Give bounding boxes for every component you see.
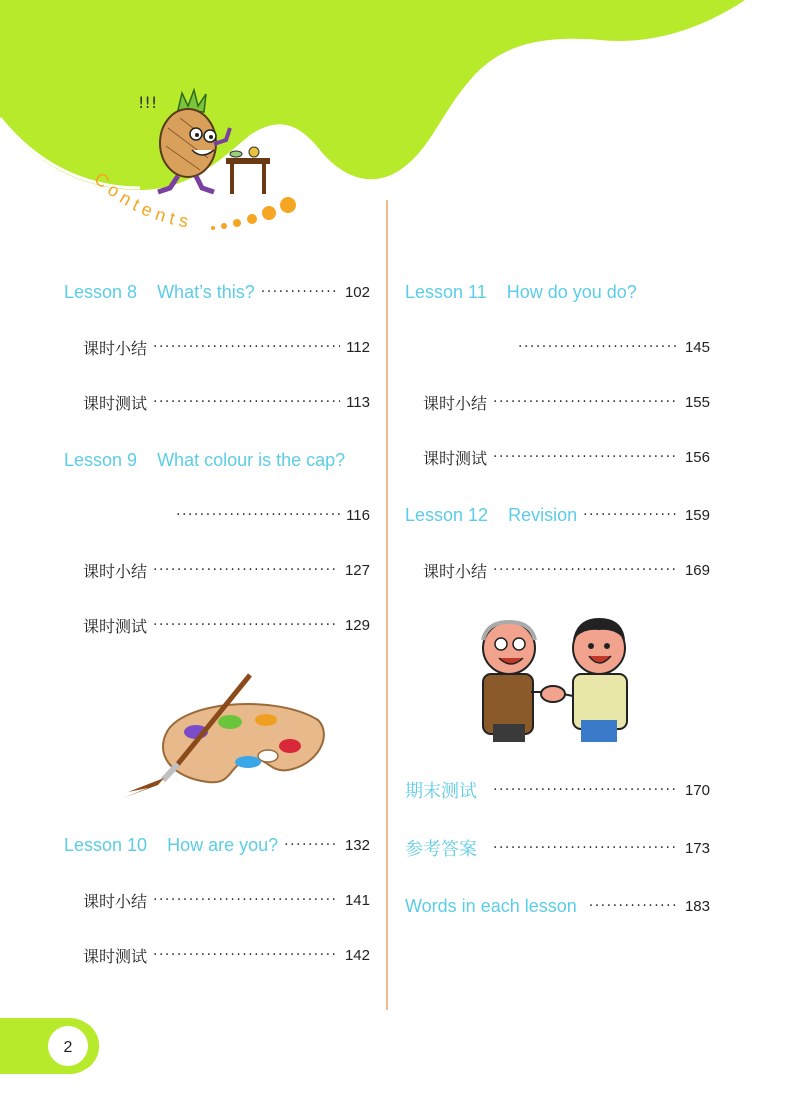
toc-entry-lesson-8[interactable] — [64, 277, 370, 307]
page-number: 183 — [684, 897, 710, 915]
dot-leader — [493, 840, 679, 856]
toc-entry-test[interactable] — [83, 610, 370, 640]
page-number: 173 — [684, 839, 710, 857]
page-number: 116 — [346, 506, 370, 524]
toc-entry-lesson-11[interactable] — [405, 277, 715, 307]
sub-label: 课时小结 — [423, 561, 488, 581]
lesson-label: Lesson 12 Revision — [405, 504, 578, 525]
dot-leader — [261, 284, 339, 300]
lesson-label: Lesson 9 What colour is the cap? — [64, 449, 346, 470]
page-number: 132 — [344, 836, 370, 854]
dot-leader — [493, 394, 679, 410]
dot-leader — [493, 449, 679, 465]
page-number: 127 — [344, 561, 370, 579]
page-number: 113 — [346, 393, 370, 411]
sub-label: 课时小结 — [83, 338, 148, 358]
page-number: 102 — [344, 283, 370, 301]
page-number: 142 — [344, 946, 370, 964]
dot-leader — [153, 394, 340, 410]
paint-palette-illustration — [118, 670, 328, 800]
column-divider — [386, 200, 388, 1010]
toc-entry-lesson-12[interactable] — [405, 500, 710, 530]
sub-label: 课时测试 — [83, 393, 148, 413]
toc-entry-test[interactable] — [423, 442, 710, 472]
dot-leader — [493, 782, 679, 798]
page-number: 155 — [684, 393, 710, 411]
section-label: 参考答案 — [405, 839, 477, 860]
page-number: 129 — [344, 616, 370, 634]
page-number: 141 — [344, 891, 370, 909]
sub-label: 课时小结 — [83, 561, 148, 581]
toc-entry-summary[interactable] — [83, 555, 370, 585]
section-label: Words in each lesson — [405, 895, 577, 916]
svg-text:!!!: !!! — [138, 93, 158, 112]
dot-leader — [518, 339, 679, 355]
dot-leader — [153, 562, 339, 578]
toc-entry-lesson-10[interactable] — [64, 830, 370, 860]
contents-title — [88, 170, 328, 240]
toc-entry-summary[interactable] — [423, 387, 710, 417]
sub-label: 课时小结 — [83, 891, 148, 911]
svg-text:Contents — [90, 170, 195, 232]
dot-leader — [153, 339, 340, 355]
lesson-label: Lesson 11 How do you do? — [405, 281, 637, 302]
page-number: 169 — [684, 561, 710, 579]
toc-entry-summary[interactable] — [83, 332, 370, 362]
toc-entry-words[interactable] — [405, 891, 710, 921]
page-number: 156 — [684, 448, 710, 466]
contents-label: Contents — [90, 170, 195, 233]
dot-leader — [153, 892, 339, 908]
footer-page-number: 2 — [63, 1039, 73, 1056]
lesson-label: Lesson 8 What’s this? — [64, 281, 255, 302]
toc-entry-test[interactable] — [83, 387, 370, 417]
sub-label: 课时测试 — [423, 448, 488, 468]
toc-entry-test[interactable] — [83, 940, 370, 970]
toc-entry-lesson-9[interactable] — [64, 445, 394, 475]
toc-entry-summary[interactable] — [83, 885, 370, 915]
handshake-illustration — [465, 612, 640, 744]
toc-entry-final-test[interactable] — [405, 775, 710, 805]
page-number: 112 — [346, 338, 370, 356]
sub-label: 课时测试 — [83, 616, 148, 636]
page-number-badge — [0, 1016, 110, 1076]
toc-entry-summary[interactable] — [423, 555, 710, 585]
page-number: 170 — [684, 781, 710, 799]
toc-entry-continuation[interactable] — [170, 500, 370, 530]
sub-label: 课时小结 — [423, 393, 488, 413]
page-number: 159 — [684, 506, 710, 524]
lesson-label: Lesson 10 How are you? — [64, 834, 279, 855]
dot-leader — [583, 507, 679, 523]
dot-leader — [589, 898, 679, 914]
toc-entry-continuation[interactable] — [512, 332, 710, 362]
dot-leader — [176, 507, 340, 523]
sub-label: 课时测试 — [83, 946, 148, 966]
dot-leader — [284, 837, 339, 853]
section-label: 期末测试 — [405, 781, 477, 802]
page-number: 145 — [684, 338, 710, 356]
dot-leader — [153, 617, 339, 633]
dot-leader — [493, 562, 679, 578]
toc-entry-answer-key[interactable] — [405, 833, 710, 863]
dot-leader — [153, 947, 339, 963]
